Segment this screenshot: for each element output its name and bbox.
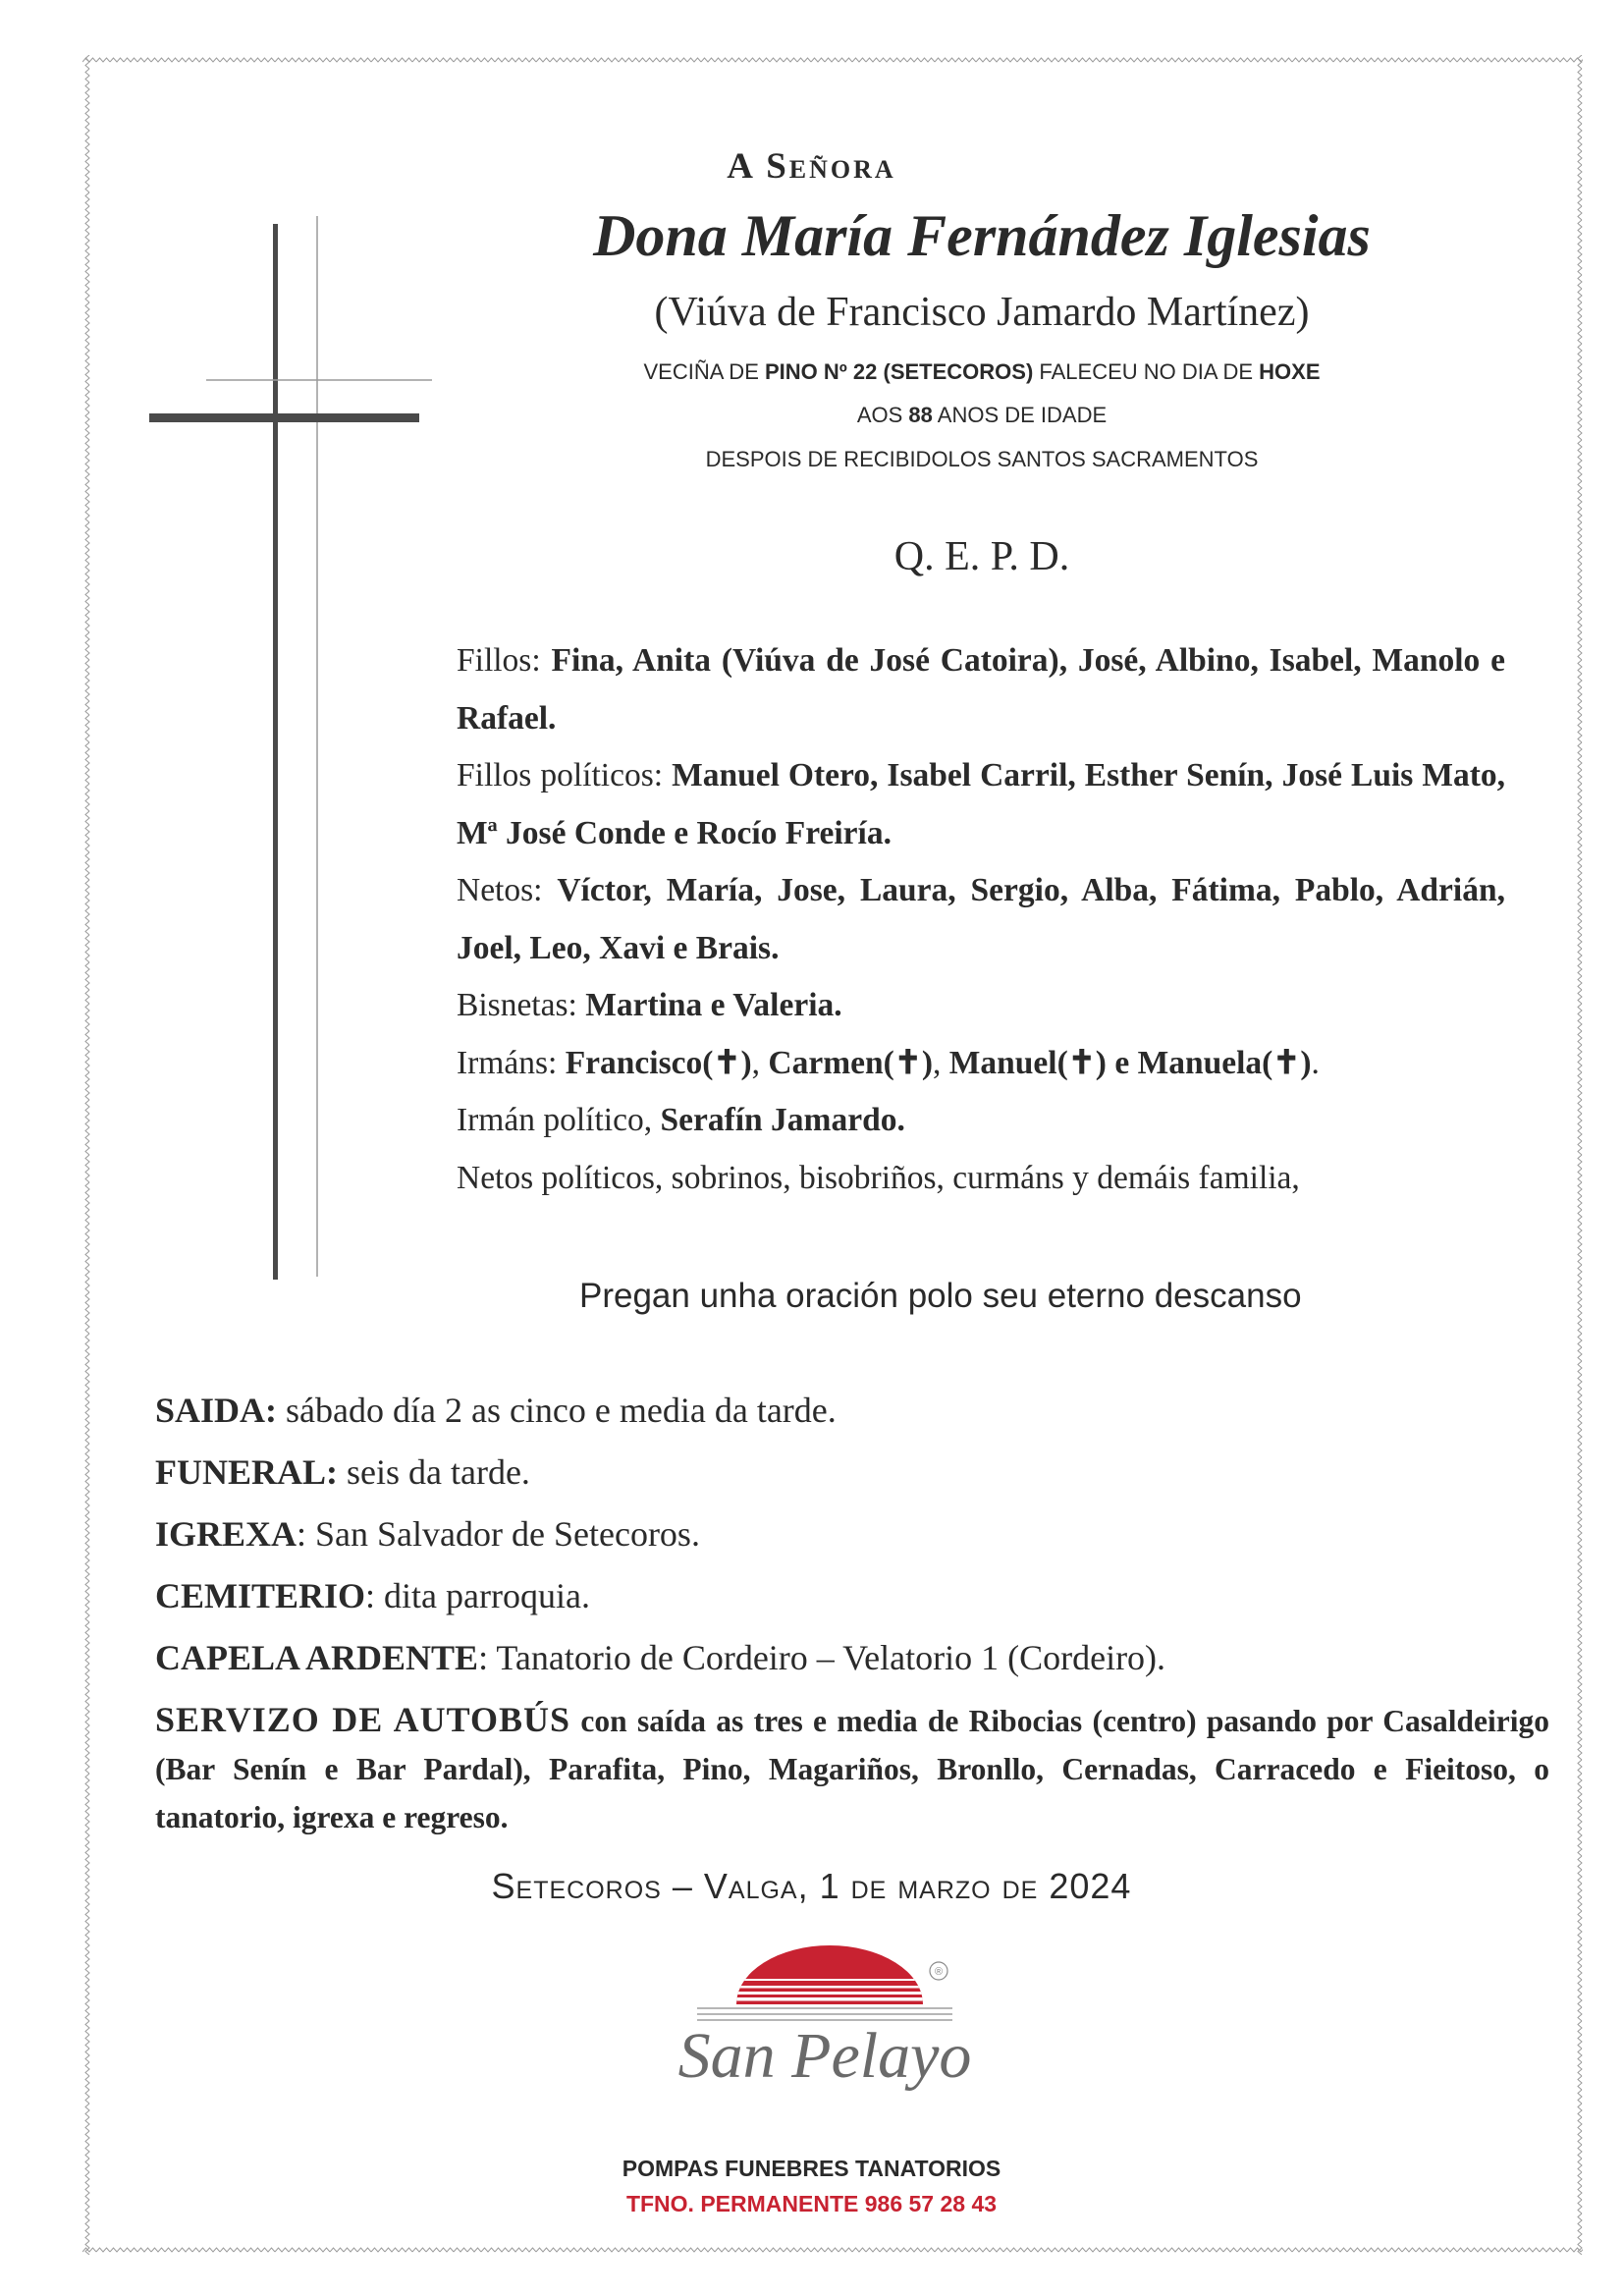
sibling-name: Francisco — [565, 1044, 703, 1081]
phone-number: TFNO. PERMANENTE 986 57 28 43 — [625, 2191, 998, 2216]
deceased-cross-icon: (✝) — [1056, 1044, 1107, 1081]
age-line: AOS 88 ANOS DE IDADE — [856, 403, 1108, 427]
funeral-row: FUNERAL: seis da tarde. — [155, 1452, 530, 1492]
svg-text:®: ® — [934, 1966, 944, 1978]
other-relatives-row: Netos políticos, sobrinos, bisobriños, curmáns y demáis familia, — [457, 1159, 1300, 1196]
departure-row: SAIDA: sábado día 2 as cinco e media da tarde. — [155, 1391, 837, 1430]
sibling-name: Carmen — [768, 1044, 884, 1081]
great-grandchildren-row: Bisnetas: Martina e Valeria. — [457, 987, 842, 1023]
san-pelayo-logo — [668, 1940, 982, 2111]
church-row: IGREXA: San Salvador de Setecoros. — [155, 1514, 700, 1554]
sacraments-line: DESPOIS DE RECIBIDOLOS SANTOS SACRAMENTOS — [705, 447, 1259, 471]
deceased-name: Dona María Fernández Iglesias — [593, 203, 1371, 268]
family-list — [457, 632, 1505, 1207]
funeral-details — [155, 1380, 1549, 1689]
svg-text:San Pelayo: San Pelayo — [677, 2020, 972, 2092]
grandchildren-row: Netos: Víctor, María, Jose, Laura, Sergio, Alba, Fátima, Pablo, Adrián, Joel, Leo, Xavi e Brais. — [457, 872, 1505, 966]
siblings-row: Irmáns: Francisco(✝), Carmen(✝), Manuel(✝) e Manuela(✝). — [457, 1044, 1320, 1081]
sibling-name: Manuela — [1137, 1044, 1263, 1081]
company-name: POMPAS FUNEBRES TANATORIOS — [622, 2156, 1001, 2181]
sibling-inlaw-row: Irmán político, Serafín Jamardo. — [457, 1102, 905, 1138]
cemetery-row: CEMITERIO: dita parroquia. — [155, 1576, 590, 1615]
cross-icon — [137, 216, 432, 1296]
deceased-cross-icon: (✝) — [702, 1044, 752, 1081]
children-inlaw-row: Fillos políticos: Manuel Otero, Isabel Carril, Esther Senín, José Luis Mato, Mª José Conde e Rocío Freiría. — [457, 757, 1505, 851]
children-row: Fillos: Fina, Anita (Viúva de José Catoira), José, Albino, Isabel, Manolo e Rafael. — [457, 642, 1506, 737]
sibling-name: Manuel — [948, 1044, 1057, 1081]
honorific-title: A Señora — [727, 146, 896, 187]
bus-service: SERVIZO DE AUTOBÚS con saída as tres e media de Ribocias (centro) pasando por Casaldeirigo (Bar Senín e Bar Pardal), Parafita, Pino, Magariños, Bronllo, Cernadas, Carracedo e Fieitoso, o tanatorio, igrexa e regreso. — [155, 1700, 1550, 1834]
deceased-cross-icon: (✝) — [883, 1044, 934, 1081]
widow-line: (Viúva de Francisco Jamardo Martínez) — [654, 290, 1310, 335]
place-date: Setecoros – Valga, 1 de marzo de 2024 — [491, 1866, 1132, 1906]
prayer-line: Pregan unha oración polo seu eterno descanso — [579, 1277, 1302, 1315]
chapel-row: CAPELA ARDENTE: Tanatorio de Cordeiro – Velatorio 1 (Cordeiro). — [155, 1638, 1166, 1677]
qepd: Q. E. P. D. — [893, 534, 1070, 579]
residence-line: VECIÑA DE PINO Nº 22 (SETECOROS) FALECEU NO DIA DE HOXE — [643, 359, 1321, 384]
deceased-cross-icon: (✝) — [1262, 1044, 1312, 1081]
